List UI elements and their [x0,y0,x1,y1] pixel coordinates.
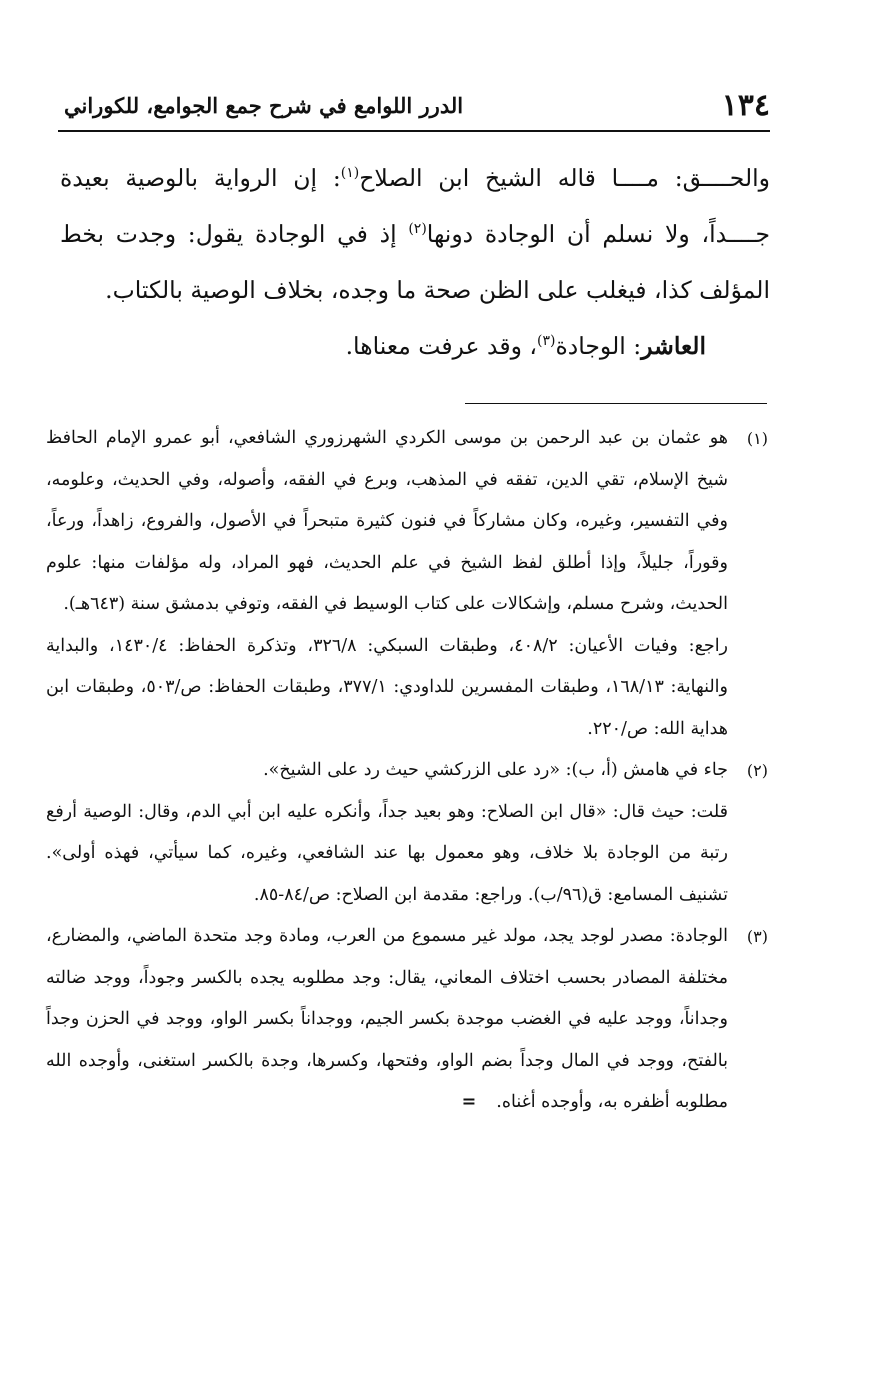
footnotes [46,418,768,1124]
footnote-number: (٣) [746,927,768,946]
footnote-ref-2[interactable]: (٢) [408,221,427,238]
footnote-divider [465,403,767,404]
footnote-text: هو عثمان بن عبد الرحمن بن موسى الكردي الشهرزوري الشافعي، أبو عمرو الإمام الحافظ شيخ الإسلام، تقي الدين، تفقه في المذهب، وبرع في الفقه، وأصوله، وفي الحديث، وعلومه، وفي التفسير، وغيره، وكان مشاركاً في فنون كثيرة متبحراً في الأصول، والفروع، زاهداً، ورعاً، وقوراً، جليلاً، وإذا أطلق لفظ الشيخ في علم الحديث، فهو المراد، وله مؤلفات منها: علوم الحديث، وشرح مسلم، وإشكالات على كتاب الوسيط في الفقه، وتوفي بدمشق سنة (٦٤٣هـ). [46,428,728,614]
running-title: الدرر اللوامع في شرح جمع الجوامع، للكوراني [64,92,464,118]
page-header [58,82,770,128]
footnote-number: (١) [746,429,768,448]
page-number: ١٣٤ [721,87,770,123]
footnote-1 [46,418,768,750]
footnote-text: قلت: حيث قال: «قال ابن الصلاح: وهو بعيد جداً، وأنكره عليه ابن أبي الدم، وقال: الوصية أرفع رتبة من الوجادة بلا خلاف، وهو معمول بها عند الشافعي، وغيره، كما سيأتي، فهذه أولى». تشنيف المسامع: ق(٩٦/ب). وراجع: مقدمة ابن الصلاح: ص/٨٤-٨٥. [46,801,728,905]
footnote-3 [46,916,768,1124]
footnote-2 [46,750,768,916]
footnote-text: جاء في هامش (أ، ب): «رد على الزركشي حيث رد على الشيخ». [263,760,728,780]
footnote-number: (٢) [746,761,768,780]
footnote-ref-3[interactable]: (٣) [537,333,556,350]
continuation-mark: = [461,1092,477,1112]
footnote-ref-1[interactable]: (١) [340,165,360,182]
main-paragraph: والحــــق: مــــا قاله الشيخ ابن الصلاح$^{(١)}$: إن الرواية بالوصية بعيدة جــــداً، ولا نسلم أن الوجادة دونها$^{(٢)}$ إذ في الوجادة يقول: وجدت بخط المؤلف كذا، فيغلب على الظن صحة ما وجده، بخلاف الوصية بالكتاب. [60,164,770,304]
footnote-text: راجع: وفيات الأعيان: ٤٠٨/٢، وطبقات السبكي: ٣٢٦/٨، وتذكرة الحفاظ: ١٤٣٠/٤، والبداية والنهاية: ١٦٨/١٣، وطبقات المفسرين للداودي: ٣٧٧/١، وطبقات الحفاظ: ص/٥٠٣، وطبقات ابن هداية الله: ص/٢٢٠. [46,635,729,739]
section-heading: العاشر [641,332,706,360]
main-text [60,150,770,374]
footnote-text: الوجادة: مصدر لوجد يجد، مولد غير مسموع من العرب، ومادة وجد متحدة الماضي، والمضارع، مختلفة المصادر بحسب اختلاف المعاني، يقال: وجد مطلوبه يجده بالكسر وجوداً، ووجد ضالته وجداناً، ووجد عليه في الغضب موجدة بكسر الجيم، ووجداناً بكسر الواو، ووجد في الحزن وجداً بالفتح، ووجد في المال وجداً بضم الواو، وفتحها، وكسرها، وجدة بالكسر استغنى، وأوجده الله مطلوبه أظفره به، وأوجده أغناه.= [46,926,728,1112]
section-heading-line: العاشر: الوجادة$^{(٣)}$، وقد عرفت معناها. [345,332,706,360]
header-divider [58,130,770,132]
